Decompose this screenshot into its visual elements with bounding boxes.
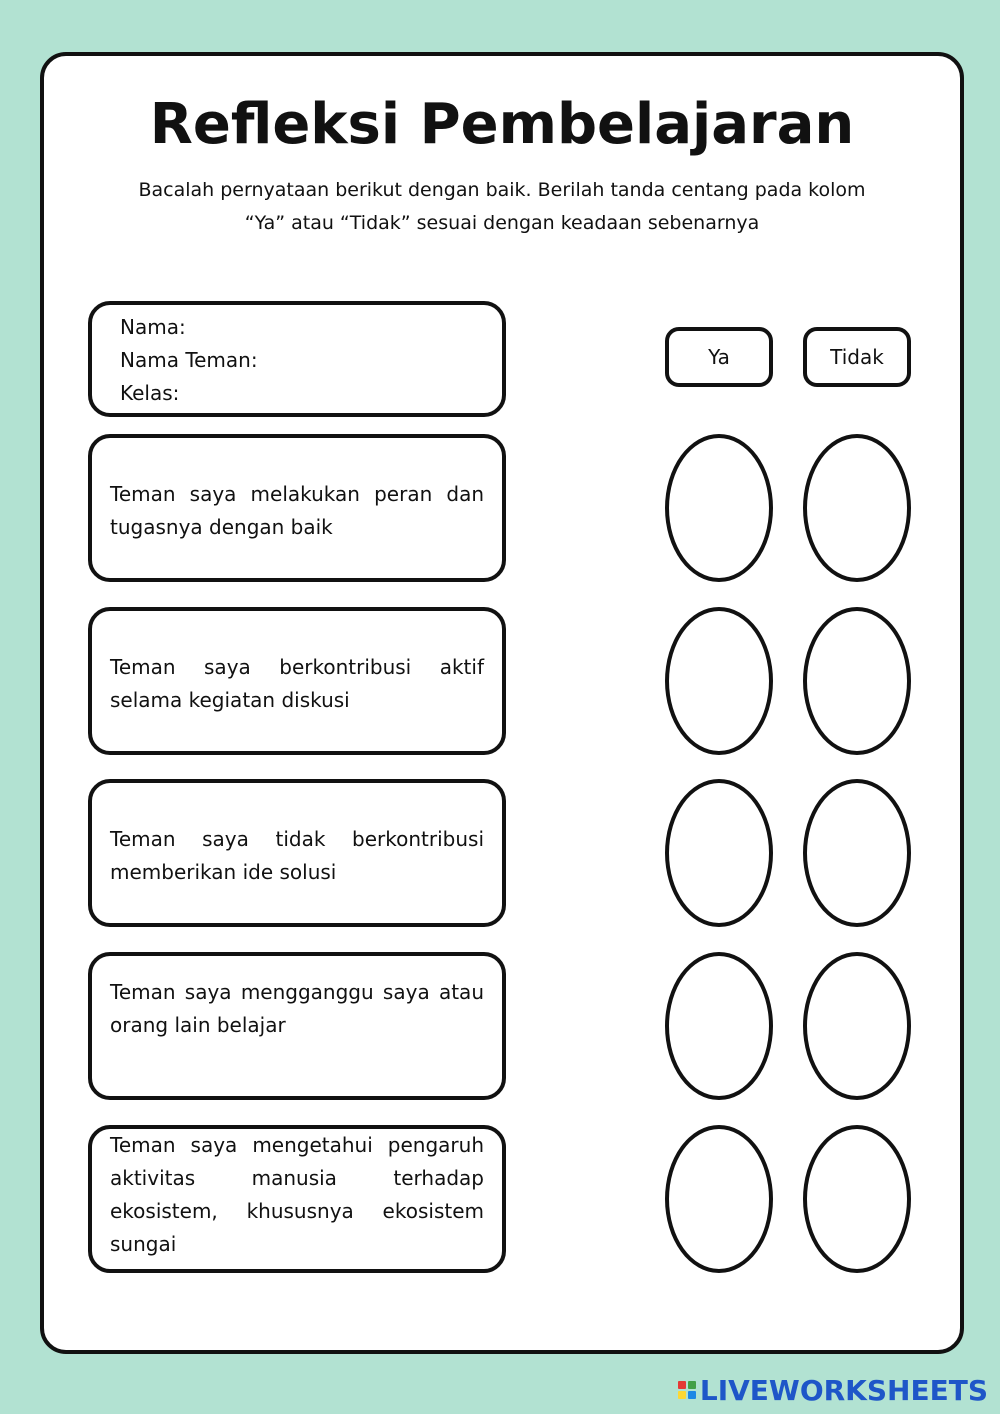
logo-square-yellow	[678, 1391, 686, 1399]
answer-no-5[interactable]	[803, 1125, 911, 1273]
liveworksheets-logo-icon	[678, 1381, 696, 1399]
instructions-line-2: “Ya” atau “Tidak” sesuai dengan keadaan sebenarnya	[244, 212, 760, 234]
answer-yes-4[interactable]	[665, 952, 773, 1100]
instructions-line-1: Bacalah pernyataan berikut dengan baik. Berilah tanda centang pada kolom	[138, 179, 866, 201]
answer-no-3[interactable]	[803, 779, 911, 927]
statement-3: Teman saya tidak berkontribusi memberikan ide solusi	[88, 779, 506, 927]
worksheet-page	[40, 52, 964, 1354]
answer-no-4[interactable]	[803, 952, 911, 1100]
logo-square-green	[688, 1381, 696, 1389]
answer-yes-5[interactable]	[665, 1125, 773, 1273]
answer-yes-2[interactable]	[665, 607, 773, 755]
page-title: Refleksi Pembelajaran	[149, 92, 855, 157]
answer-no-1[interactable]	[803, 434, 911, 582]
statement-2: Teman saya berkontribusi aktif selama kegiatan diskusi	[88, 607, 506, 755]
answer-no-2[interactable]	[803, 607, 911, 755]
statement-1: Teman saya melakukan peran dan tugasnya dengan baik	[88, 434, 506, 582]
identity-box	[88, 301, 506, 417]
logo-square-blue	[688, 1391, 696, 1399]
instructions	[84, 174, 920, 240]
name-label: Nama:	[120, 315, 186, 339]
class-label: Kelas:	[120, 381, 180, 405]
answer-yes-1[interactable]	[665, 434, 773, 582]
brand-name: LIVEWORKSHEETS	[699, 1373, 988, 1407]
column-header-yes: Ya	[665, 327, 773, 387]
friend-name-label: Nama Teman:	[120, 348, 258, 372]
statement-5: Teman saya mengetahui pengaruh aktivitas manusia terhadap ekosistem, khususnya ekosistem sungai	[88, 1125, 506, 1273]
statement-4: Teman saya mengganggu saya atau orang lain belajar	[88, 952, 506, 1100]
column-header-no: Tidak	[803, 327, 911, 387]
answer-yes-3[interactable]	[665, 779, 773, 927]
logo-square-red	[678, 1381, 686, 1389]
liveworksheets-brand	[678, 1372, 988, 1408]
